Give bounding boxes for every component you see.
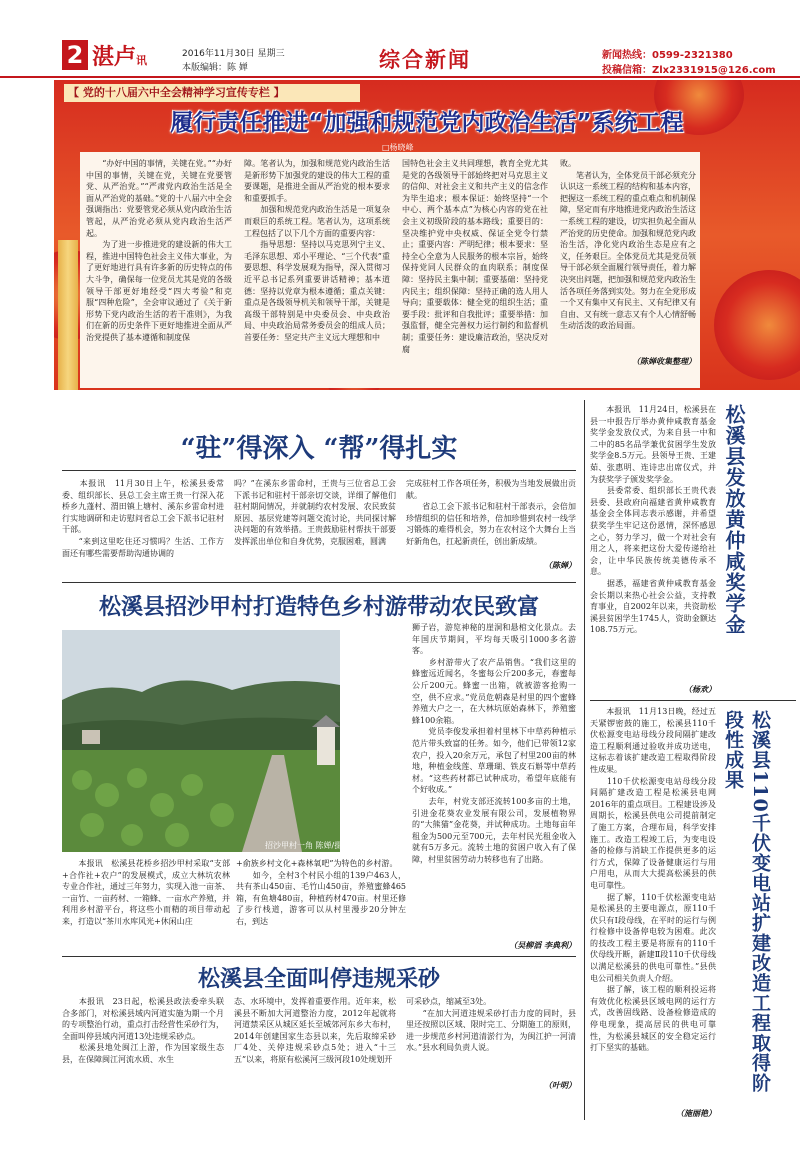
right-article-2-body: 本报讯 11月13日晚，经过五天紧锣密鼓的施工，松溪县110千伏松源变电站母线分段间隔扩建改造工程顺利通过验收并成功送电，这标志着该扩建改造工程取得阶段性成果。 110千伏松源变电站母线分段间隔扩建改造工程是松溪县电网2016年的重点项目。工程建设涉及周期长，松溪县供电公司提前制定了施工方案，合理布局，科学安排施工。改造工程竣工后，为变电设备的检修与消缺工作提供更多的运行方式，保障了设备健康运行与用户用电，从而大大提高松溪县的供电可靠性。 据了解，110千伏松源变电站是松溪县的主要电源点，原110千伏只有Ⅰ段母线，在平时的运行与例行检修中设备停电较为困难。此次的技改工程主要是将原有的110千伏母线开断，新建Ⅱ段110千伏母线以满足松溪县的供电可靠性。”县供电公司相关负责人介绍。 据了解，该工程的顺利投运将有效优化松溪县区域电网的运行方式，改善固线路、设备检修造成的停电现象，提高居民的供电可靠性，为松溪县城区的安全稳定运行打下坚实的基础。 <box>590 707 716 1053</box>
page-number: 2 <box>62 40 88 70</box>
right-article-1-credit: （杨欢） <box>684 684 716 694</box>
article-3-credit: （叶明） <box>544 1080 576 1090</box>
article-3-headline: 松溪县全面叫停违规采砂 <box>197 966 440 992</box>
masthead-name: 湛卢 <box>92 44 137 70</box>
divider <box>590 700 796 701</box>
feature-credit: （陈婵收集整理） <box>632 356 696 366</box>
page-editor: 本版编辑：陈 婵 <box>182 63 248 73</box>
column-label: 【 党的十八届六中全会精神学习宣传专栏 】 <box>64 84 360 102</box>
right-article-2-credit: （施丽艳） <box>676 1108 716 1118</box>
right-article-2-headline: 松溪县110千伏变电站扩建改造工程取得阶段性成果 <box>722 710 771 1093</box>
article-3-column-2: 态、水环境中，发挥着重要作用。近年来，松溪县不断加大河道整治力度，2012年起就将河道禁采区从城区延长至城郊河东乡大布村，2014年创建国家生态县以来，先后取缔采砂厂4处、关停违规采砂点5处；进入“十三五”以来，将原有松溪河三级河段10处规划开 <box>234 997 396 1064</box>
article-2-column-3: 狮子岩，游览神秘的崖洞和悬棺文化景点。去年国庆节期间，平均每天吸引1000多名游客。 乡村游带火了农产品销售。“我们这里的蜂蜜远近闻名，冬蜜每公斤200多元，春蜜每公斤200元。蜂蜜一出箱，就被游客抢购一空，供不应求。”党员危朝森是村里的四个蜜蜂养殖大户之一，在大林坑原始森林下，养殖蜜蜂100余箱。 党员李俊发承担着村里林下中草药种植示范片带头致富的任务。如今，他们已带领12家农户，投入20余万元，承包了村里200亩的林地，种植金线莲、草珊瑚、铁皮石斛等中草药材。“这些药材都已试种成功，希望年底能有个好收成。” 去年，村党支部还流转100多亩的土地，引进金花葵农业发展有限公司，发展植物界的“大熊猫”金花葵，并试种成功。土地每亩年租金为500元至700元，去年村民光租金收入就有5万多元。流转土地的贫困户收入有了保障，村里贫困劳动力转移也有了出路。 <box>412 623 576 864</box>
divider <box>62 470 576 471</box>
column-rule <box>584 400 585 1120</box>
article-2-headline: 松溪县招沙甲村打造特色乡村游带动农民致富 <box>98 594 539 620</box>
feature-column-4: 败。 笔者认为，全体党员干部必须充分认识这一系统工程的结构和基本内容，把握这一系统工程的重点难点和机制保障，坚定而有序地推进党内政治生活这一系统工程的建设，切实担负起全面从严治党的历史使命。加强和规范党内政治生活，净化党内政治生态是应有之义，任务艰巨。全体党员尤其是党员领导干部必须全面履行领导责任，着力解决突出问题，把加强和规范党内政治生活各项任务落到实处。努力在全党形成一个又有集中又有民主、又有纪律又有自由、又有统一意志又有个人心情舒畅生动活泼的政治局面。 <box>560 159 696 331</box>
article-2-credit: （吴柳滔 李典利） <box>509 940 576 950</box>
article-2-column-2: +俞族乡村文化+森林氧吧”为特色的乡村游。 如今，全村3个村民小组的139户463人，共有茶山450亩、毛竹山450亩，养殖蜜蜂465箱，有鱼塘480亩，种植药材470亩。村里还修了步行栈道，游客可以从村里漫步20分钟左右，到达 <box>236 859 406 926</box>
news-hotline: 新闻热线：0599-2321380 <box>602 50 733 61</box>
article-3-column-1: 本报讯 23日起，松溪县政法委牵头联合多部门，对松溪县域内河道实施为期一个月的专项整治行动，重点打击经营性采砂行为，全面叫停县域内河道13处违规采砂点。 松溪县地处闽江上游，作为国家级生态县，在保障闽江河流水质、水生 <box>62 997 224 1064</box>
divider <box>62 582 576 583</box>
feature-column-1: “办好中国的事情，关键在党。”“办好中国的事情，关键在党，关键在党要管党、从严治党。”“严肃党内政治生活是全面从严治党的基础。”党的十八届六中全会强调指出：党要管党必须从党内政治生活管起，从严治党必须从党内政治生活严起。 为了进一步推进党的建设新的伟大工程，推进中国特色社会主义伟大事业，为了更好地进行具有许多新的历史特点的伟大斗争，确保每一位党员尤其是党的各级领导干部更好地经受“四大考验”和克服“四种危险”，全会审议通过了《关于新形势下党内政治生活的若干准则》，为我们在新的历史条件下更好地推进全面从严治党提供了基本遵循和制度保 <box>86 159 232 342</box>
feature-author: □杨晓峰 <box>382 143 414 152</box>
article-1-headline: “驻”得深入 “帮”得扎实 <box>180 434 458 464</box>
masthead-logo <box>92 40 147 71</box>
masthead-suffix: 讯 <box>136 54 148 67</box>
article-3-column-3: 可采砂点，缩减至3处。 “在加大河道违规采砂打击力度的同时，县里还按照以区域、限时完工、分期施工的原则，进一步规范乡村河道清淤行为，为闽江护一河清水。”县水利局负责人说。 <box>406 997 576 1053</box>
issue-date: 2016年11月30日 星期三 <box>182 49 285 59</box>
article-1-column-3: 完成驻村工作各项任务，积极为当地发展做出贡献。 省总工会下派书记和驻村干部表示，会倍加珍惜组织的信任和培养，倍加珍惜到农村一线学习锻炼的难得机会，努力在农村这个大舞台上当好新角色，扛起新责任，创出新成绩。 <box>406 479 576 546</box>
tower-decoration <box>58 240 78 390</box>
article-2-column-1: 本报讯 松溪县花桥乡招沙甲村采取“支部+合作社+农户”的发展模式，成立大林坑农林专业合作社，通过三年努力，实现入池一亩茶、一亩竹、一亩药材、一箱蜂、一亩水产养殖，并利用乡村游平台，将这些小而精的项目带动起来，打造以“茶川水库风光+休闲山庄 <box>62 859 230 926</box>
peony-decoration <box>714 270 800 380</box>
feature-headline: 履行责任推进“加强和规范党内政治生活”系统工程 <box>170 110 684 136</box>
section-title: 综合新闻 <box>379 47 471 72</box>
photo-caption: 招沙甲村一角 陈婵/摄 <box>265 841 343 850</box>
article-1-column-2: 吗？”在溪东乡雷命村，王贵与三位省总工会下派书记和驻村干部亲切交谈，详细了解他们驻村期间情况，并就制约农村发展、农民致贫原因、基层党建等问题交流讨论，共同探讨解决问题的有效举措。王贵鼓励驻村帮扶干部要发挥派出单位和自身优势，克服困难，圆满 <box>234 479 396 546</box>
right-article-1-body: 本报讯 11月24日，松溪县在县一中报告厅举办黄仲咸教育基金奖学金发放仪式，为来自县一中和二中的85名品学兼优贫困学生发放奖学金8.5万元。县领导王贵、王建茹、张惠明、连诗忠出席仪式，并为获奖学子颁发奖学金。 县委常委、组织部长王贵代表县委、县政府向福建省黄仲咸教育基金会全体同志表示感谢，并希望获奖学生牢记这份恩情，深怀感恩之心，努力学习，做一个对社会有用之人，将来把这份大爱传递给社会，让中华民族传统美德传承不息。 据悉，福建省黄仲咸教育基金会长期以来热心社会公益，支持教育事业，自2002年以来，共资助松溪县贫困学生1745人，资助金额达108.75万元。 <box>590 405 716 635</box>
right-article-1-headline: 松溪县发放黄仲咸奖学金 <box>722 404 746 635</box>
village-photo-image <box>62 630 343 852</box>
village-photo <box>62 630 343 852</box>
feature-column-2: 障。笔者认为，加强和规范党内政治生活是新形势下加强党的建设的伟大工程的重要课题，是推进全面从严治党的根本要求和重要抓手。 加强和规范党内政治生活是一项复杂而艰巨的系统工程。笔者认为，这项系统工程包括了以下几个方面的重要内容： 指导思想：坚持以马克思列宁主义、毛泽东思想、邓小平理论、“三个代表”重要思想、科学发展观为指导，深入贯彻习近平总书记系列重要讲话精神；基本道德：坚持以党章为根本遵循；重点关键：重点是各级领导机关和领导干部，关键是高级干部特别是中央委员会、中央政治局、中央政治局常务委员会的组成人员；首要任务：坚定共产主义远大理想和中 <box>244 159 390 342</box>
submission-email: 投稿信箱：Zlx2331915@126.com <box>602 65 776 76</box>
divider <box>62 956 576 957</box>
article-1-credit: （陈婵） <box>544 560 576 570</box>
feature-column-3: 国特色社会主义共同理想，教育全党尤其是党的各级领导干部始终把对马克思主义的信仰、对社会主义和共产主义的信念作为毕生追求；根本保证：始终坚持“一个中心、两个基本点”为核心内容的党在社会主义初级阶段的基本路线；重要目的：坚决维护党中央权威、保证全党令行禁止；重要内容：严明纪律；根本要求：坚持全心全意为人民服务的根本宗旨，始终保持党同人民群众的血肉联系；制度保障：坚持民主集中制；重要基础：坚持党内民主；组织保障：坚持正确的选人用人导向；重要载体：健全党的组织生活；重要手段：批评和自我批评；重要举措：加强监督，健全完善权力运行制约和监督机制；重要任务：建设廉洁政治，坚决反对腐 <box>402 159 548 354</box>
article-1-column-1: 本报讯 11月30日上午，松溪县委常委、组织部长、县总工会主席王贵一行深入花桥乡九蓬村、渭田镇上塘村、溪东乡雷命村进行实地调研和走访慰问省总工会下派书记驻村干部。 “来到这里吃住还习惯吗？生活、工作方面还有哪些需要帮助沟通协调的 <box>62 479 224 558</box>
